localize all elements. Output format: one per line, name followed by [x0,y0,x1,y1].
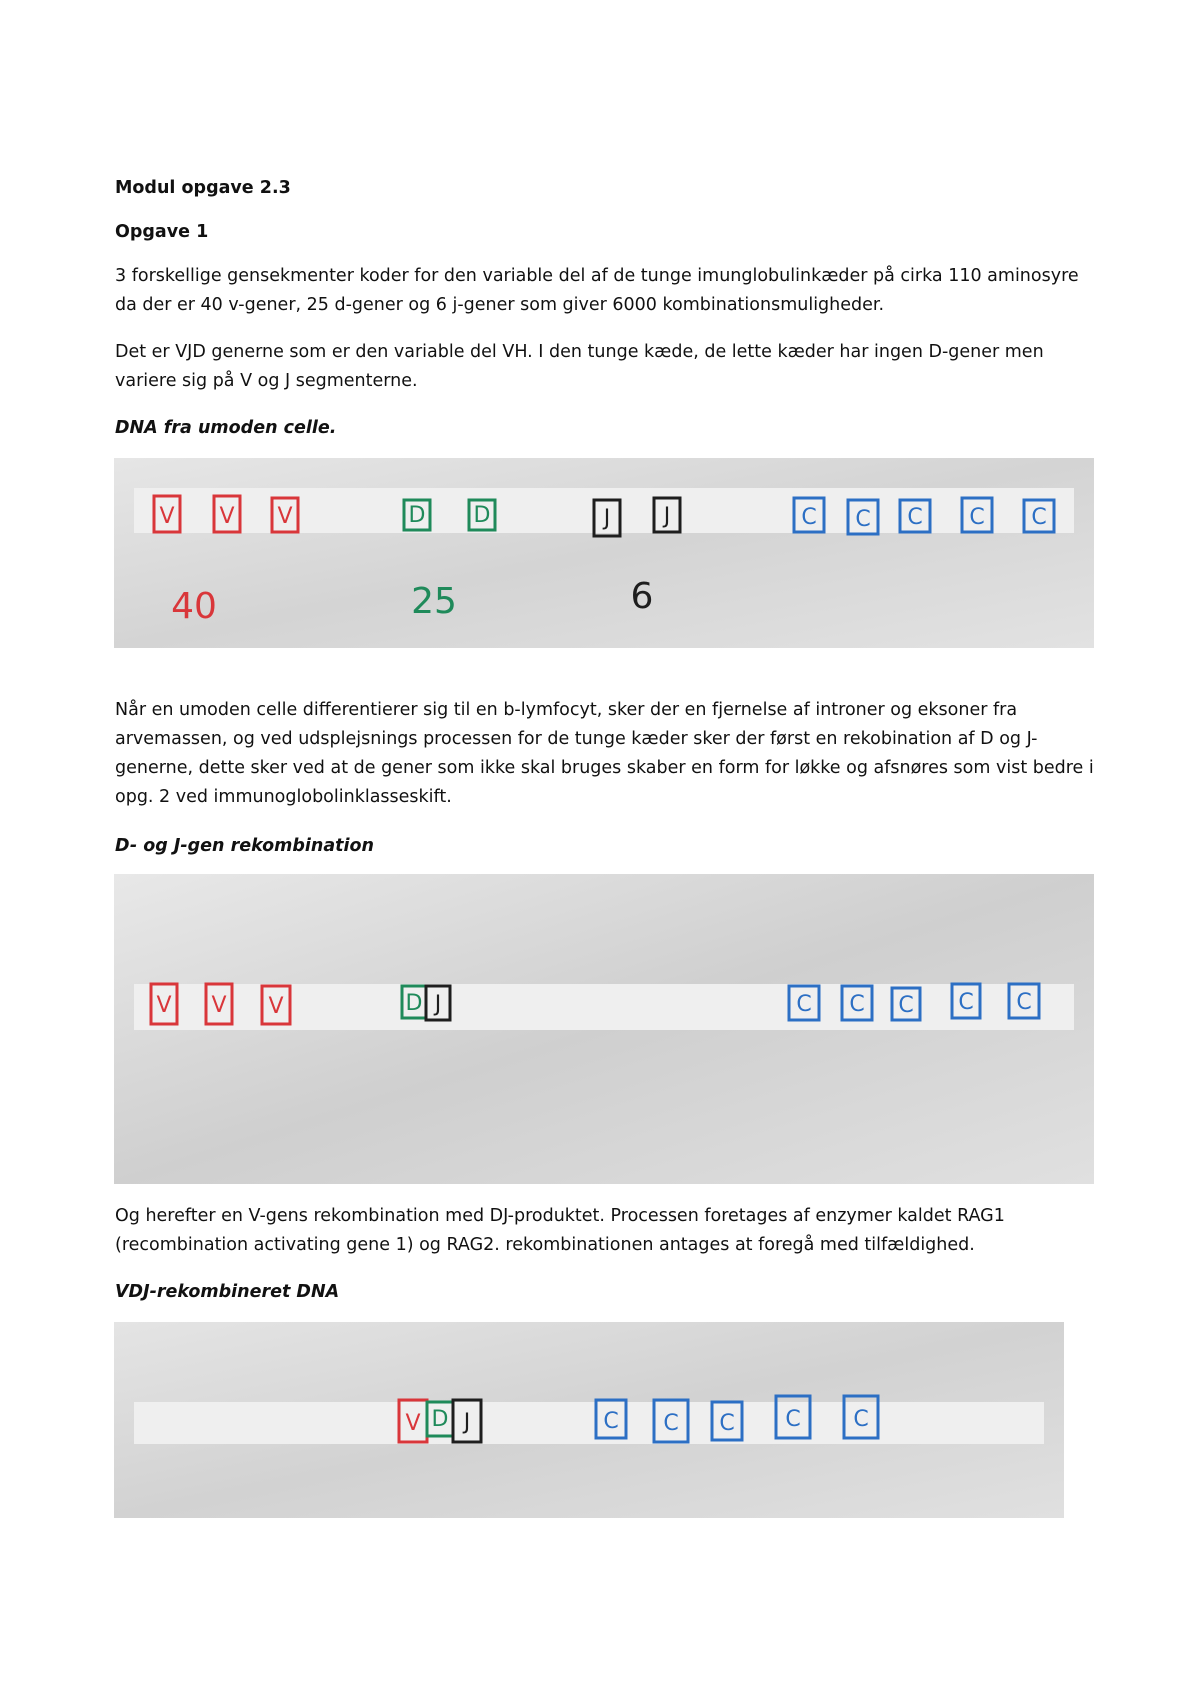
c-box-label: C [855,507,871,532]
caption-vdj-dna: VDJ-rekombineret DNA [115,1282,340,1302]
d-box-label: D [431,1407,449,1432]
j-gene-count: 6 [630,576,654,617]
c-box-label: C [1016,990,1032,1015]
c-box-label: C [853,1407,869,1432]
j-box-label: J [663,504,671,529]
c-box-label: C [663,1411,679,1436]
paragraph-1: 3 forskellige gensekmenter koder for den variable del af de tunge imunglobulinkæder på cirka 110 aminosyre da der er 40 v-gener, 25 d-gener og 6 j-gener som giver 6000 kombinationsmuligheder. [115,266,1079,315]
c-box-label: C [969,505,985,530]
paragraph-3: Når en umoden celle differentierer sig til en b-lymfocyt, sker der en fjernelse af introner og eksoner fra arvemassen, og ved udsplejsnings processen for de tunge kæder sker der først en rekobination af D og J-generne, dette sker ved at de gener som ikke skal bruges skaber en form for løkke og afsnøres som vist bedre i opg. 2 ved immunoglobolinklasseskift. [115,700,1094,807]
d-gene-count: 25 [411,581,457,622]
c-box-label: C [958,990,974,1015]
v-gene-count: 40 [171,586,217,627]
c-box-label: C [801,505,817,530]
c-box-label: C [1031,505,1047,530]
c-box-label: C [907,505,923,530]
whiteboard-photo-2 [114,874,1094,1184]
caption-dj-recombination: D- og J-gen rekombination [115,836,374,856]
c-box-label: C [785,1407,801,1432]
v-box-label: V [159,504,175,529]
d-box-label: D [473,503,491,528]
d-box-label: D [408,503,426,528]
v-box-label: V [211,993,227,1018]
c-box-label: C [898,993,914,1018]
paragraph-2: Det er VJD generne som er den variable del VH. I den tunge kæde, de lette kæder har ingen D-gener men variere sig på V og J segmenterne. [115,342,1044,391]
c-box-label: C [603,1409,619,1434]
c-box-label: C [849,992,865,1017]
c-box-label: C [719,1411,735,1436]
paragraph-4: Og herefter en V-gens rekombination med DJ-produktet. Processen foretages af enzymer kaldet RAG1 (recombination activating gene 1) og RAG2. rekombinationen antages at foregå med tilfældighed. [115,1206,1005,1255]
j-box-label: J [463,1410,471,1435]
v-box-label: V [405,1411,421,1436]
caption-immature-dna: DNA fra umoden celle. [115,418,337,438]
v-box-label: V [219,504,235,529]
photo-dj-recombination [114,874,1094,1184]
document-title: Modul opgave 2.3 [115,178,291,198]
j-box-label: J [434,992,442,1017]
j-box-label: J [603,506,611,531]
whiteboard-photo-1 [114,458,1094,648]
v-box-label: V [156,993,172,1018]
photo-vdj-dna [114,1322,1064,1518]
whiteboard-photo-3 [114,1322,1064,1518]
photo-immature-dna [114,458,1094,648]
d-box-label: D [405,991,423,1016]
v-box-label: V [277,504,293,529]
v-box-label: V [268,994,284,1019]
task-heading: Opgave 1 [115,222,209,242]
c-box-label: C [796,992,812,1017]
